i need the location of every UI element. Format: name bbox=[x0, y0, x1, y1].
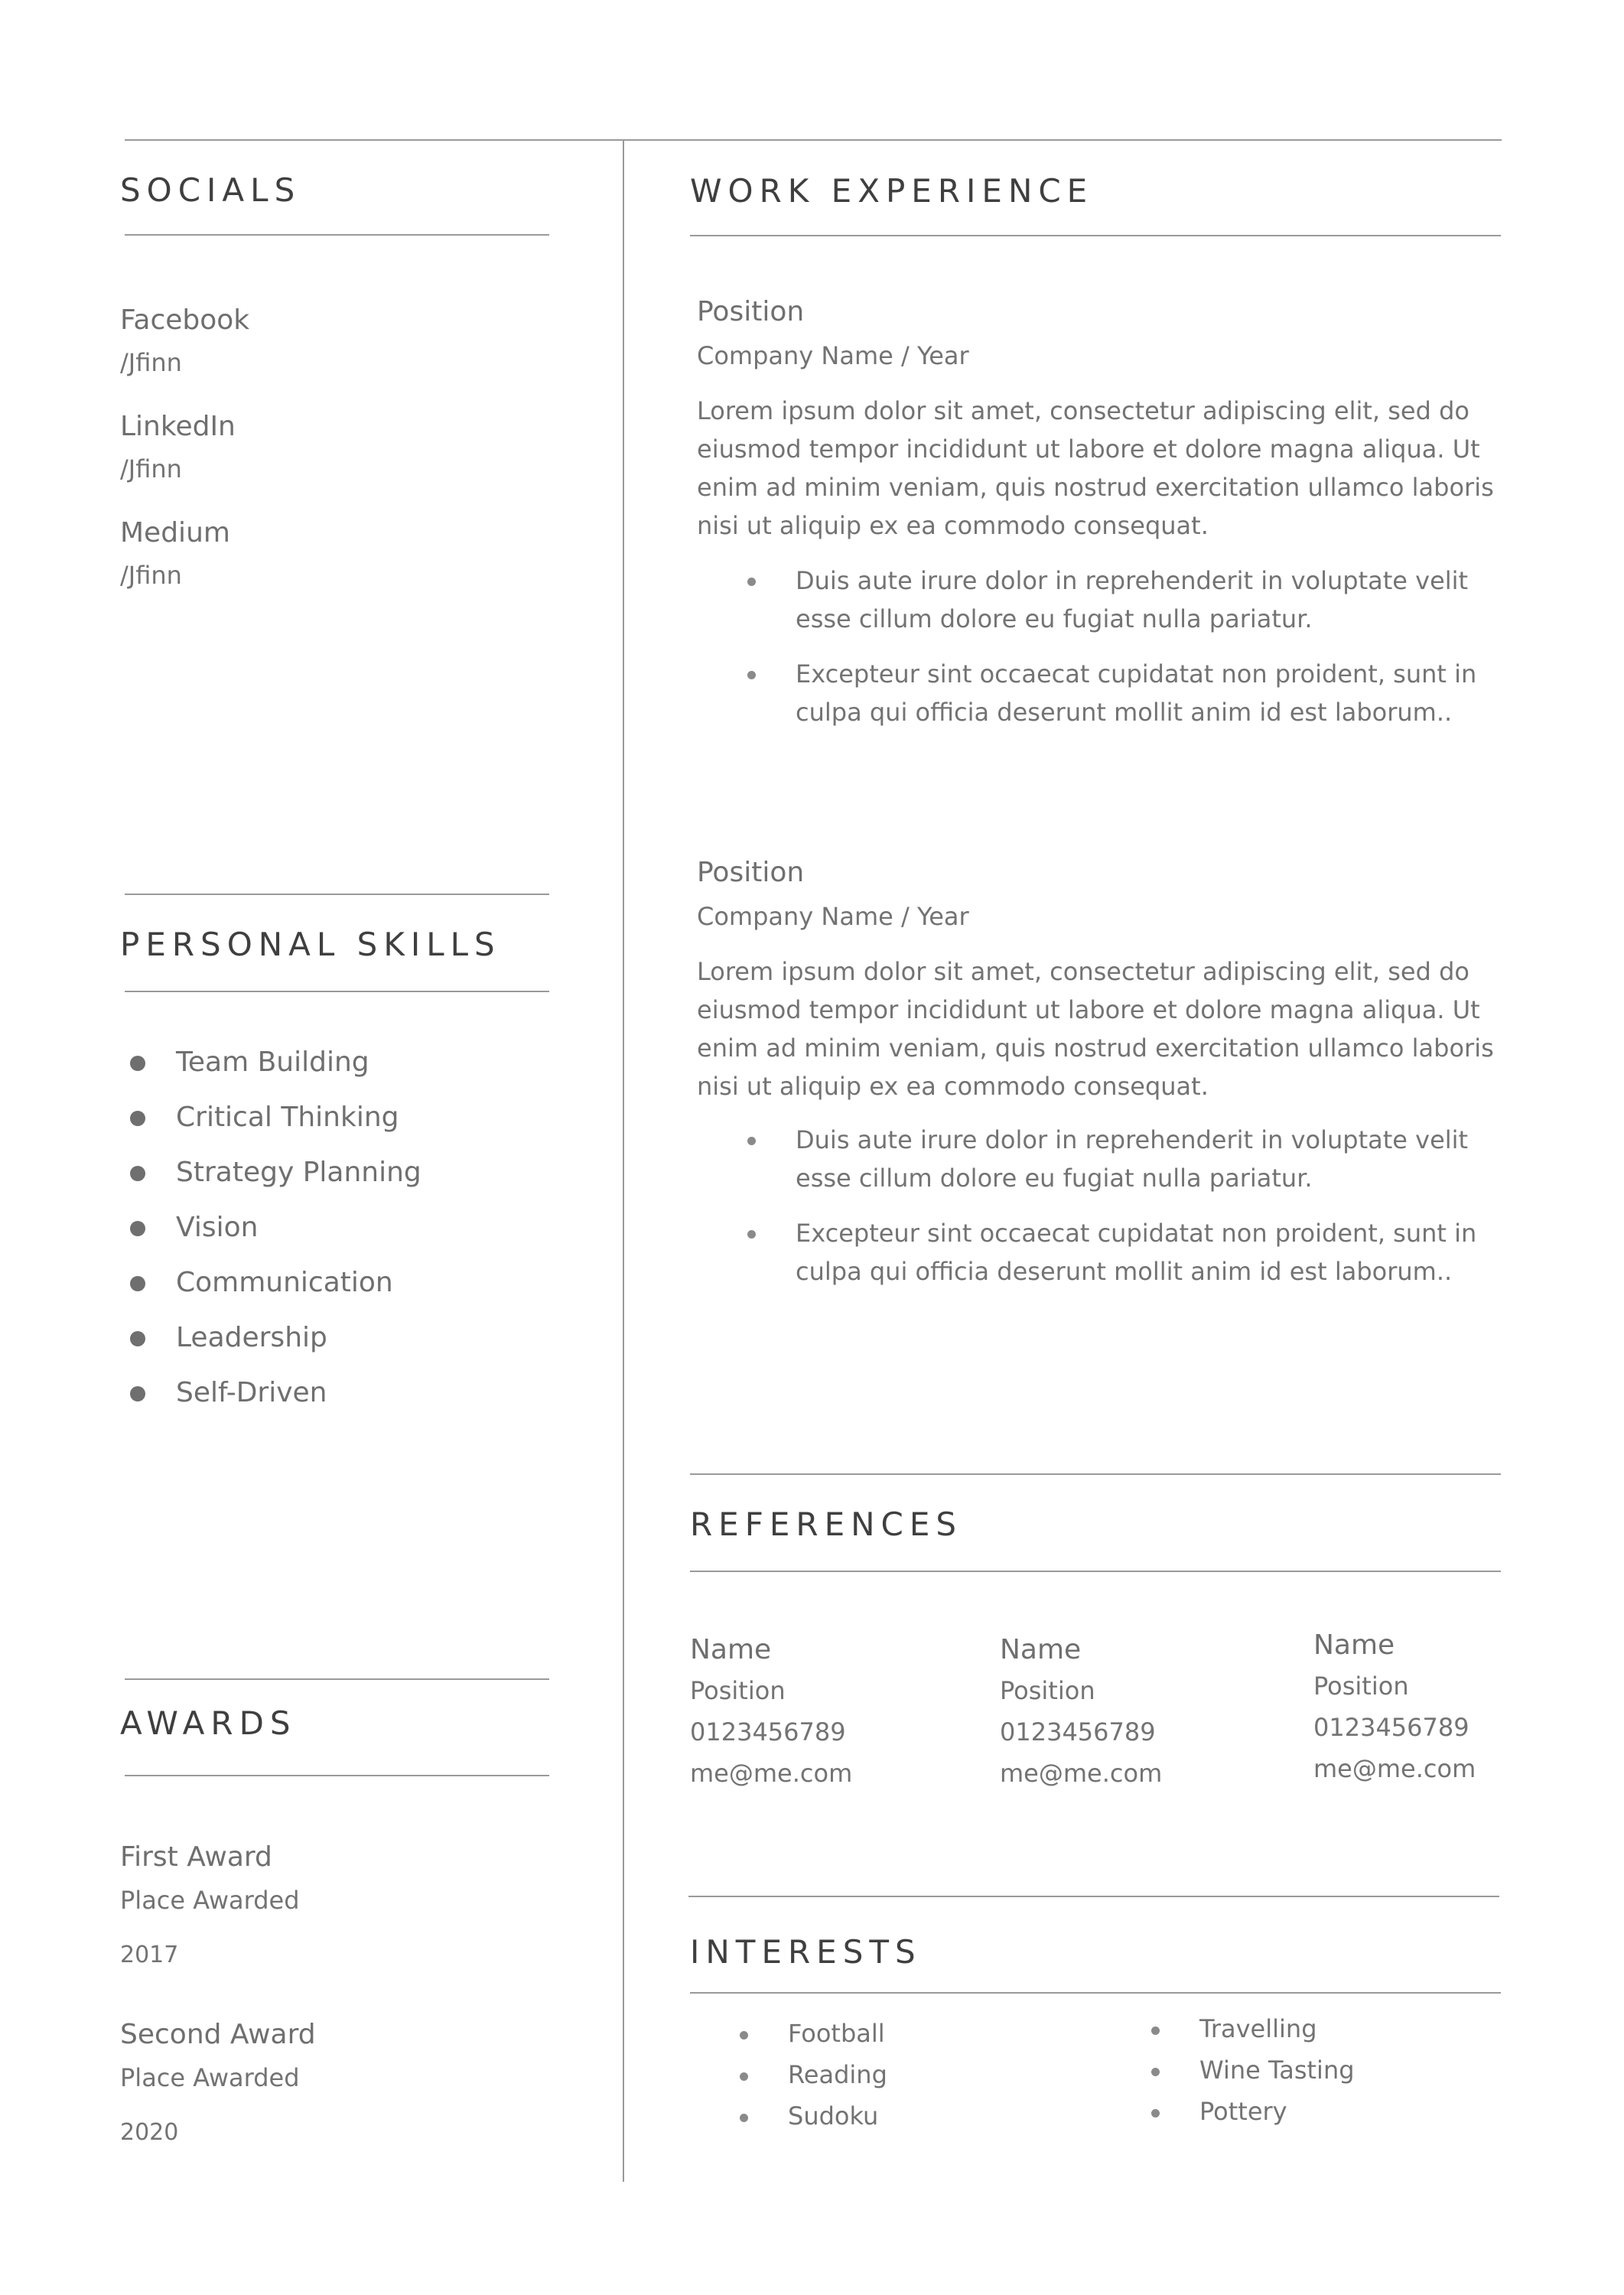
reference-email[interactable]: me@me.com bbox=[1000, 1759, 1163, 1788]
column-divider bbox=[623, 139, 624, 2182]
interest-item: Sudoku bbox=[788, 2101, 879, 2131]
reference-phone[interactable]: 0123456789 bbox=[1000, 1717, 1156, 1746]
job-bullet-icon bbox=[747, 671, 756, 679]
interests-top-rule bbox=[688, 1896, 1499, 1897]
references-heading: REFERENCES bbox=[690, 1506, 963, 1543]
reference-name: Name bbox=[1000, 1634, 1082, 1665]
job-bullet: Duis aute irure dolor in reprehenderit in voluptate velit esse cillum dolore eu fugiat nulla pariatur. bbox=[796, 566, 1469, 633]
interest-bullet-icon bbox=[740, 2114, 748, 2122]
job-position: Position bbox=[697, 296, 805, 327]
reference-position: Position bbox=[690, 1676, 786, 1705]
reference-position: Position bbox=[1000, 1676, 1095, 1705]
job-bullet: Excepteur sint occaecat cupidatat non proident, sunt in culpa qui officia deserunt mollit anim id est laborum.. bbox=[796, 659, 1477, 727]
interest-item: Travelling bbox=[1199, 2014, 1317, 2043]
awards-heading-rule bbox=[125, 1775, 549, 1776]
job-bullet-icon bbox=[747, 1230, 756, 1239]
job-description: Lorem ipsum dolor sit amet, consectetur adipiscing elit, sed do eiusmod tempor incididunt ut labore et dolore magna aliqua. Ut enim ad minim veniam, quis nostrud exercitation ullamco laboris nisi ut aliquip ex ea commodo consequat. bbox=[697, 396, 1494, 540]
work-experience-heading: WORK EXPERIENCE bbox=[690, 172, 1094, 210]
references-heading-rule bbox=[690, 1571, 1501, 1572]
reference-phone[interactable]: 0123456789 bbox=[690, 1717, 846, 1746]
job-bullet: Excepteur sint occaecat cupidatat non proident, sunt in culpa qui officia deserunt mollit anim id est laborum.. bbox=[796, 1219, 1477, 1286]
social-handle-medium[interactable]: /Jfinn bbox=[120, 561, 182, 590]
skill-bullet-icon bbox=[130, 1386, 145, 1401]
skill-item: Critical Thinking bbox=[176, 1102, 399, 1133]
skill-bullet-icon bbox=[130, 1276, 145, 1291]
social-network-facebook: Facebook bbox=[120, 304, 250, 336]
interests-heading: INTERESTS bbox=[690, 1933, 922, 1971]
skill-item: Self-Driven bbox=[176, 1377, 327, 1408]
job-bullet-icon bbox=[747, 1137, 756, 1145]
reference-email[interactable]: me@me.com bbox=[1313, 1754, 1476, 1783]
interest-bullet-icon bbox=[740, 2031, 748, 2039]
job-company-year: Company Name / Year bbox=[697, 341, 969, 370]
reference-position: Position bbox=[1313, 1672, 1409, 1701]
interest-bullet-icon bbox=[740, 2072, 748, 2081]
awards-heading: AWARDS bbox=[120, 1704, 297, 1742]
skills-heading: PERSONAL SKILLS bbox=[120, 926, 501, 963]
socials-heading: SOCIALS bbox=[120, 171, 301, 209]
references-top-rule bbox=[690, 1473, 1501, 1475]
award-title: First Award bbox=[120, 1841, 272, 1873]
skills-top-rule bbox=[125, 894, 549, 895]
award-place: Place Awarded bbox=[120, 2063, 300, 2092]
skill-bullet-icon bbox=[130, 1331, 145, 1346]
interest-item: Pottery bbox=[1199, 2097, 1287, 2126]
job-description: Lorem ipsum dolor sit amet, consectetur adipiscing elit, sed do eiusmod tempor incididunt ut labore et dolore magna aliqua. Ut enim ad minim veniam, quis nostrud exercitation ullamco laboris nisi ut aliquip ex ea commodo consequat. bbox=[697, 957, 1494, 1101]
skills-heading-rule bbox=[125, 991, 549, 992]
reference-email[interactable]: me@me.com bbox=[690, 1759, 853, 1788]
social-network-linkedin: LinkedIn bbox=[120, 411, 236, 442]
awards-top-rule bbox=[125, 1678, 549, 1680]
interests-heading-rule bbox=[690, 1992, 1501, 1994]
skill-item: Strategy Planning bbox=[176, 1157, 421, 1188]
socials-heading-rule bbox=[125, 234, 549, 236]
job-position: Position bbox=[697, 857, 805, 888]
top-rule bbox=[125, 139, 1502, 141]
interest-item: Wine Tasting bbox=[1199, 2056, 1355, 2085]
skill-bullet-icon bbox=[130, 1221, 145, 1236]
reference-name: Name bbox=[690, 1634, 772, 1665]
interest-bullet-icon bbox=[1151, 2068, 1160, 2076]
interest-bullet-icon bbox=[1151, 2026, 1160, 2035]
job-bullet-icon bbox=[747, 578, 756, 586]
skill-item: Leadership bbox=[176, 1322, 327, 1353]
interest-bullet-icon bbox=[1151, 2109, 1160, 2118]
social-handle-linkedin[interactable]: /Jfinn bbox=[120, 454, 182, 483]
award-year: 2017 bbox=[120, 1942, 179, 1968]
skill-item: Communication bbox=[176, 1267, 393, 1298]
social-network-medium: Medium bbox=[120, 517, 230, 549]
award-year: 2020 bbox=[120, 2119, 179, 2146]
reference-name: Name bbox=[1313, 1629, 1395, 1661]
skill-bullet-icon bbox=[130, 1056, 145, 1071]
social-handle-facebook[interactable]: /Jfinn bbox=[120, 348, 182, 377]
award-place: Place Awarded bbox=[120, 1886, 300, 1915]
interest-item: Football bbox=[788, 2019, 885, 2048]
skill-item: Team Building bbox=[176, 1047, 369, 1078]
work-heading-rule bbox=[690, 235, 1501, 236]
job-bullet: Duis aute irure dolor in reprehenderit in voluptate velit esse cillum dolore eu fugiat nulla pariatur. bbox=[796, 1125, 1469, 1193]
interest-item: Reading bbox=[788, 2060, 887, 2089]
skill-item: Vision bbox=[176, 1212, 259, 1243]
award-title: Second Award bbox=[120, 2019, 316, 2050]
job-company-year: Company Name / Year bbox=[697, 902, 969, 931]
skill-bullet-icon bbox=[130, 1111, 145, 1126]
skill-bullet-icon bbox=[130, 1166, 145, 1181]
reference-phone[interactable]: 0123456789 bbox=[1313, 1713, 1469, 1742]
